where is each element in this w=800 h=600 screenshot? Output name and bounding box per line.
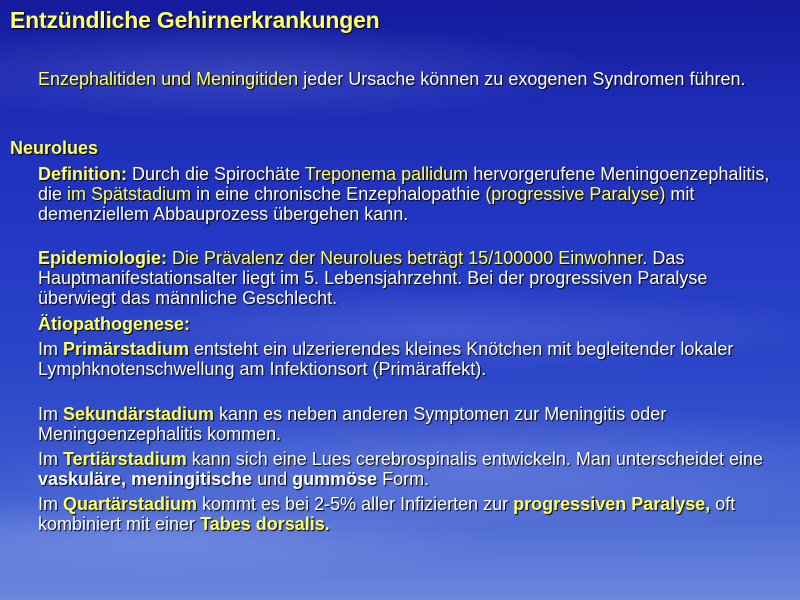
definition-text-4: mit demenziellem Abbauprozess übergehen kann. (38, 184, 695, 224)
tertiaer-prefix: Im (38, 449, 63, 469)
sekundaer-prefix: Im (38, 404, 63, 424)
sekundaer-text: kann es neben anderen Symptomen zur Meningitis oder Meningoenzephalitis kommen. (38, 404, 667, 444)
sekundaerstadium-paragraph (38, 404, 773, 444)
primaer-prefix: Im (38, 339, 63, 359)
intro-paragraph (38, 69, 773, 89)
primaer-stage: Primärstadium (63, 339, 190, 359)
tertiaer-text-2: und (252, 469, 293, 489)
epidemiologie-highlight: Die Prävalenz der Neurolues beträgt 15/100000 Einwohner (167, 248, 643, 268)
tertiaer-bold-1: vaskuläre, meningitische (38, 469, 253, 489)
intro-highlight: Enzephalitiden und Meningitiden (38, 69, 299, 89)
epidemiologie-paragraph (38, 248, 773, 308)
definition-label: Definition: (38, 164, 127, 184)
slide-title: Entzündliche Gehirnerkrankungen (10, 7, 380, 33)
definition-text-1: Durch die Spirochäte (126, 164, 305, 184)
quartaer-prefix: Im (38, 494, 63, 514)
quartaer-highlight-1: progressiven Paralyse, (513, 494, 711, 514)
epidemiologie-text: . Das Hauptmanifestationsalter liegt im 5. Lebensjahrzehnt. Bei der progressiven Paralyse überwiegt das männliche Geschlecht. (38, 248, 708, 308)
aetiopathogenese-paragraph (38, 314, 773, 334)
definition-paragraph (38, 164, 773, 224)
primaerstadium-paragraph (38, 339, 773, 379)
intro-text: jeder Ursache können zu exogenen Syndromen führen. (298, 69, 746, 89)
definition-highlight-2: im Spätstadium (67, 184, 192, 204)
quartaer-text-1: kommt es bei 2-5% aller Infizierten zur (197, 494, 514, 514)
sekundaer-stage: Sekundärstadium (63, 404, 215, 424)
primaer-text: entsteht ein ulzerierendes kleines Knötchen mit begleitender lokaler Lymphknotenschwellung am Infektionsort (Primäraffekt). (38, 339, 734, 379)
tertiaer-text-3: Form. (377, 469, 430, 489)
definition-text-2: hervorgerufene Meningoenzephalitis, die (38, 164, 770, 204)
tertiaerstadium-paragraph (38, 449, 773, 489)
section-heading-neurolues: Neurolues (10, 138, 99, 158)
quartaer-stage: Quartärstadium (63, 494, 198, 514)
quartaerstadium-paragraph (38, 494, 773, 534)
definition-highlight-3: (progressive Paralyse) (485, 184, 666, 204)
definition-text-3: in eine chronische Enzephalopathie (191, 184, 486, 204)
epidemiologie-label: Epidemiologie: (38, 248, 168, 268)
tertiaer-text-1: kann sich eine Lues cerebrospinalis entwickeln. Man unterscheidet eine (186, 449, 764, 469)
quartaer-text-2: oft kombiniert mit einer (38, 494, 736, 534)
quartaer-highlight-2: Tabes dorsalis. (200, 514, 330, 534)
tertiaer-stage: Tertiärstadium (63, 449, 187, 469)
aetiopathogenese-label: Ätiopathogenese: (38, 314, 191, 334)
tertiaer-bold-2: gummöse (292, 469, 378, 489)
definition-highlight-1: Treponema pallidum (304, 164, 469, 184)
